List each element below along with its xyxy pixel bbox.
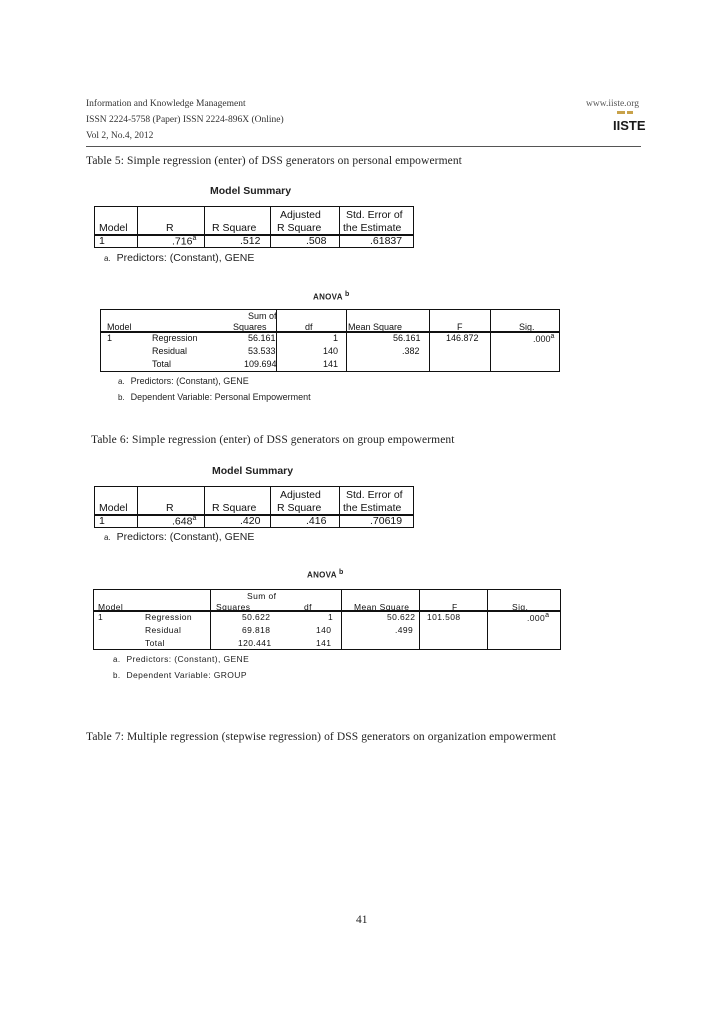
anova-col-f: F <box>452 602 458 612</box>
anova-total-ss: 109.694 <box>244 359 277 369</box>
table5-caption: Table 5: Simple regression (enter) of DSS generators on personal empowerment <box>86 155 462 167</box>
row-model: 1 <box>99 515 105 527</box>
anova-regression-f: 101.508 <box>427 612 461 622</box>
table6-ms-note: a. Predictors: (Constant), GENE <box>104 531 255 543</box>
page-number: 41 <box>356 914 368 926</box>
table6-anova-title: ANOVA $^b$ <box>307 569 344 580</box>
col-r: R <box>166 222 174 234</box>
iiste-logo-icon <box>612 110 646 134</box>
table5-anova <box>100 309 560 372</box>
anova-col-df: df <box>304 602 312 612</box>
anova-col-mean-square: Mean Square <box>354 602 410 612</box>
anova-regression-df: 1 <box>328 612 334 622</box>
anova-residual-label: Residual <box>145 625 182 635</box>
col-estimate: the Estimate <box>343 502 402 514</box>
col-adjusted: Adjusted <box>280 209 321 221</box>
cell-std-error: .70619 <box>370 515 403 527</box>
journal-url[interactable]: www.iiste.org <box>586 99 640 109</box>
cell-std-error: .61837 <box>370 235 403 247</box>
anova-col-sum: Sum of <box>247 591 277 601</box>
col-adjusted-rsq: R Square <box>277 502 322 514</box>
col-r-square: R Square <box>212 502 257 514</box>
table5-model-summary <box>94 206 414 248</box>
anova-total-label: Total <box>152 359 172 369</box>
anova-total-df: 141 <box>316 638 332 648</box>
logo-text: IISTE <box>613 118 646 133</box>
anova-col-mean-square: Mean Square <box>348 322 403 332</box>
col-adjusted-rsq: R Square <box>277 222 322 234</box>
anova-col-df: df <box>305 322 313 332</box>
cell-r: .648$^a$ <box>172 515 197 528</box>
table6-anova-note-a: a. Predictors: (Constant), GENE <box>113 654 250 664</box>
table5-anova-note-b: b. Dependent Variable: Personal Empowerment <box>118 392 311 402</box>
anova-regression-label: Regression <box>145 612 192 622</box>
cell-r-square: .420 <box>240 515 261 527</box>
row-model: 1 <box>99 235 105 247</box>
anova-residual-df: 140 <box>316 625 332 635</box>
table5-anova-title: ANOVA $^b$ <box>313 291 350 302</box>
table5-model-summary-title: Model Summary <box>210 185 292 197</box>
col-r: R <box>166 502 174 514</box>
col-std-error: Std. Error of <box>346 489 403 501</box>
col-model: Model <box>99 222 128 234</box>
anova-residual-ss: 53.533 <box>248 346 276 356</box>
cell-r: .716$^a$ <box>172 235 197 248</box>
anova-total-label: Total <box>145 638 165 648</box>
anova-regression-ss: 50.622 <box>242 612 271 622</box>
iiste-logo <box>612 110 646 134</box>
anova-col-squares: Squares <box>216 602 251 612</box>
cell-adj-r-square: .508 <box>306 235 327 247</box>
table6-caption: Table 6: Simple regression (enter) of DSS generators on group empowerment <box>91 434 455 446</box>
journal-name: Information and Knowledge Management <box>86 99 246 109</box>
cell-adj-r-square: .416 <box>306 515 327 527</box>
header-divider <box>86 146 641 147</box>
table5-anova-note-a: a. Predictors: (Constant), GENE <box>118 376 249 386</box>
col-estimate: the Estimate <box>343 222 402 234</box>
anova-regression-ss: 56.161 <box>248 333 276 343</box>
anova-col-sig: Sig. <box>519 322 535 332</box>
anova-regression-label: Regression <box>152 333 198 343</box>
table6-anova-note-b: b. Dependent Variable: GROUP <box>113 670 247 680</box>
anova-col-squares: Squares <box>233 322 267 332</box>
anova-regression-ms: 50.622 <box>387 612 416 622</box>
anova-residual-ss: 69.818 <box>242 625 271 635</box>
table6-model-summary-title: Model Summary <box>212 465 294 477</box>
col-model: Model <box>99 502 128 514</box>
anova-residual-ms: .499 <box>395 625 414 635</box>
anova-col-f: F <box>457 322 463 332</box>
anova-col-model: Model <box>107 322 132 332</box>
anova-regression-sig: .000$^a$ <box>533 333 555 344</box>
table5-ms-note: a. Predictors: (Constant), GENE <box>104 252 255 264</box>
anova-model: 1 <box>107 333 113 343</box>
volume-line: Vol 2, No.4, 2012 <box>86 131 154 141</box>
table7-caption: Table 7: Multiple regression (stepwise regression) of DSS generators on organization empowerment <box>86 731 557 743</box>
col-adjusted: Adjusted <box>280 489 321 501</box>
anova-total-ss: 120.441 <box>238 638 272 648</box>
anova-total-df: 141 <box>323 359 339 369</box>
cell-r-square: .512 <box>240 235 261 247</box>
anova-regression-df: 1 <box>333 333 339 343</box>
anova-residual-df: 140 <box>323 346 339 356</box>
table6-anova <box>93 589 561 650</box>
anova-col-sum: Sum of <box>248 311 277 321</box>
col-r-square: R Square <box>212 222 257 234</box>
table6-model-summary <box>94 486 414 528</box>
anova-col-model: Model <box>98 602 124 612</box>
anova-col-sig: Sig. <box>512 602 529 612</box>
anova-regression-ms: 56.161 <box>393 333 421 343</box>
anova-regression-sig: .000$^a$ <box>527 612 550 623</box>
issn-line: ISSN 2224-5758 (Paper) ISSN 2224-896X (Online) <box>86 115 284 125</box>
anova-regression-f: 146.872 <box>446 333 479 343</box>
anova-residual-ms: .382 <box>402 346 420 356</box>
anova-residual-label: Residual <box>152 346 188 356</box>
anova-model: 1 <box>98 612 104 622</box>
col-std-error: Std. Error of <box>346 209 403 221</box>
